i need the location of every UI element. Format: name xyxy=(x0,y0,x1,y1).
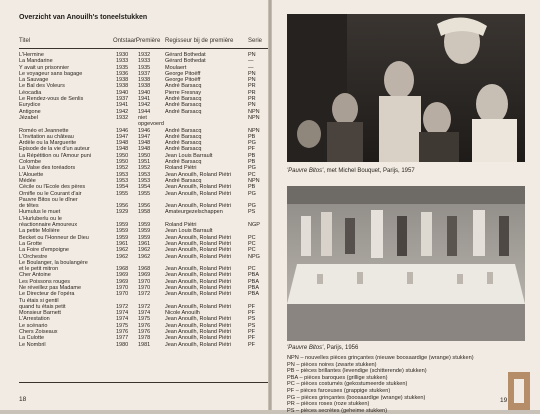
cell-ontstaan: 1969 xyxy=(116,272,129,279)
cell-serie: PS xyxy=(248,209,256,216)
cell-regisseur: André Barsacq xyxy=(165,83,202,90)
cell-title: Le Rendez-vous de Senlis xyxy=(19,96,84,103)
cell-premiere: 1942 xyxy=(138,102,151,109)
cell-ontstaan: 1930 xyxy=(116,52,129,58)
cell-premiere: 1944 xyxy=(138,108,151,115)
cell-premiere: 1958 xyxy=(138,209,151,216)
cell-title: Antigone xyxy=(19,108,41,115)
cell-ontstaan: 1932 xyxy=(116,114,129,121)
cell-regisseur: Jean Anouilh, Roland Piétri xyxy=(165,284,232,291)
column-header-serie: Serie xyxy=(248,38,263,44)
cell-premiere: 1937 xyxy=(138,70,151,77)
cell-ontstaan: 1950 xyxy=(116,152,129,159)
cell-serie: PBA xyxy=(248,284,260,291)
cell-serie: PC xyxy=(248,234,256,241)
cell-regisseur: André Barsacq xyxy=(165,108,202,115)
cell-title: Le Boulanger, la boulangère xyxy=(19,259,88,266)
cell-regisseur: Jean Louis Barrault xyxy=(165,152,213,159)
legend-entry: PR – pièces roses (roze stukken) xyxy=(287,401,370,408)
legend-entry: PN – pièces noires (zwarte stukken) xyxy=(287,361,377,368)
cell-regisseur: Roland Piétri xyxy=(165,165,197,172)
cell-serie: PN xyxy=(248,52,256,58)
cell-regisseur: Jean Anouilh, Roland Piétri xyxy=(165,203,232,210)
cell-title: La Valse des toréadors xyxy=(19,165,76,172)
cell-premiere: 1941 xyxy=(138,96,151,103)
cell-serie: PF xyxy=(248,329,256,336)
cell-serie: PC xyxy=(248,266,256,273)
page-number-left: 18 xyxy=(19,396,27,403)
cell-premiere: 1972 xyxy=(138,303,151,310)
caption-1-title: 'Pauvre Bitos' xyxy=(287,168,324,174)
cell-ontstaan: 1968 xyxy=(116,266,129,273)
cell-title: Cécile ou l'École des pères xyxy=(19,184,86,191)
cell-ontstaan: 1955 xyxy=(116,190,129,197)
cell-title: Pauvre Bitos ou le dîner xyxy=(19,196,78,203)
cell-serie: PC xyxy=(248,240,256,247)
cell-premiere: 1954 xyxy=(138,184,151,191)
cell-title: Léocadia xyxy=(19,89,42,96)
cell-ontstaan: 1952 xyxy=(116,165,129,172)
cell-ontstaan: 1970 xyxy=(116,284,129,291)
column-header-title: Titel xyxy=(19,38,31,44)
stage-photo-banquet xyxy=(287,186,525,341)
cell-title: et le petit mitron xyxy=(19,266,59,273)
cell-title: Y avait un prisonnier xyxy=(19,64,70,71)
cell-serie: PS xyxy=(248,316,256,323)
cell-ontstaan: 1961 xyxy=(116,240,129,247)
cell-ontstaan: 1936 xyxy=(116,70,129,77)
cell-ontstaan: 1947 xyxy=(116,133,129,140)
legend-entry: PBA – pièces baroques (grillige stukken) xyxy=(287,374,388,381)
cell-title: Chers Zoiseaux xyxy=(19,329,58,336)
cell-serie: PC xyxy=(248,171,256,178)
cell-regisseur: André Barsacq xyxy=(165,159,202,166)
cell-regisseur: Nicole Anouilh xyxy=(165,310,200,317)
cell-title: L'Arrestation xyxy=(19,316,50,323)
cell-regisseur: George Pitoëff xyxy=(165,77,201,84)
cell-regisseur: Jean Anouilh, Roland Piétri xyxy=(165,322,232,329)
cell-serie: PG xyxy=(248,203,256,210)
cell-ontstaan: 1976 xyxy=(116,329,129,336)
cell-serie: PG xyxy=(248,165,256,172)
cell-ontstaan: 1970 xyxy=(116,291,129,298)
cell-serie: PR xyxy=(248,83,256,90)
cell-regisseur: André Barsacq xyxy=(165,102,202,109)
cell-regisseur: André Barsacq xyxy=(165,177,202,184)
cell-regisseur: André Barsacq xyxy=(165,96,202,103)
cell-title: Eurydice xyxy=(19,102,41,109)
cell-title: Episode de la vie d'un auteur xyxy=(19,146,90,153)
stage-photo-bouquet xyxy=(287,14,525,162)
cell-premiere: 1962 xyxy=(138,247,151,254)
legend-entry: PC – pièces costumés (gekostumeerde stukken) xyxy=(287,381,408,388)
cell-regisseur: Jean Anouilh, Roland Piétri xyxy=(165,171,232,178)
cell-regisseur: André Barsacq xyxy=(165,127,202,134)
footer-rule xyxy=(19,382,268,383)
cell-ontstaan: 1969 xyxy=(116,278,129,285)
cell-ontstaan: 1937 xyxy=(116,96,129,103)
cell-serie: PN xyxy=(248,77,256,84)
cell-title: La Culotte xyxy=(19,335,45,342)
cell-premiere: 1972 xyxy=(138,291,151,298)
column-header-regisseur: Regisseur bij de première xyxy=(165,38,234,44)
cell-title: Tu étais si gentil xyxy=(19,297,59,304)
cell-serie: PBA xyxy=(248,278,260,285)
cell-regisseur: Jean Anouilh, Roland Piétri xyxy=(165,316,232,323)
cell-regisseur: George Pitoëff xyxy=(165,70,201,77)
cell-ontstaan: 1972 xyxy=(116,303,129,310)
cell-title: Jézabel xyxy=(19,114,38,121)
cell-serie: PF xyxy=(248,310,256,317)
cell-premiere: 1976 xyxy=(138,329,151,336)
cell-ontstaan: 1929 xyxy=(116,209,129,216)
cell-serie: PF xyxy=(248,303,256,310)
photo-caption-1 xyxy=(287,168,415,174)
corner-tab-mark xyxy=(508,372,530,410)
cell-serie: — xyxy=(248,58,254,65)
cell-regisseur: Jean Anouilh, Roland Piétri xyxy=(165,240,232,247)
cell-regisseur: Jean Anouilh, Roland Piétri xyxy=(165,266,232,273)
cell-ontstaan: 1956 xyxy=(116,203,129,210)
cell-title: La Répétition ou l'Amour puni xyxy=(19,152,91,159)
cell-ontstaan: 1941 xyxy=(116,102,129,109)
cell-regisseur: Jean Anouilh, Roland Piétri xyxy=(165,184,232,191)
cell-ontstaan: 1962 xyxy=(116,247,129,254)
cell-premiere: 1948 xyxy=(138,146,151,153)
cell-title: Le scénario xyxy=(19,322,48,329)
cell-premiere: 1959 xyxy=(138,222,151,229)
cell-premiere: 1935 xyxy=(138,64,151,71)
cell-title: La Sauvage xyxy=(19,77,49,84)
cell-regisseur: Jean Anouilh, Roland Piétri xyxy=(165,278,232,285)
cell-title: L'Alouette xyxy=(19,171,44,178)
cell-ontstaan: 1942 xyxy=(116,108,129,115)
cell-premiere: 1962 xyxy=(138,253,151,260)
cell-premiere: 1955 xyxy=(138,190,151,197)
cell-regisseur: Jean Anouilh, Roland Piétri xyxy=(165,335,232,342)
cell-regisseur: Jean Anouilh, Roland Piétri xyxy=(165,272,232,279)
series-legend xyxy=(287,355,525,414)
cell-regisseur: Jean Louis Barrault xyxy=(165,228,213,235)
cell-title: La petite Molière xyxy=(19,228,60,235)
cell-ontstaan: 1935 xyxy=(116,64,129,71)
cell-ontstaan: 1962 xyxy=(116,253,129,260)
cell-regisseur: André Barsacq xyxy=(165,140,202,147)
caption-2-text: , Parijs, 1956 xyxy=(323,345,359,351)
cell-premiere: 1974 xyxy=(138,310,151,317)
cell-premiere: 1938 xyxy=(138,77,151,84)
cell-title: La Grotte xyxy=(19,240,42,247)
cell-regisseur: Gérard Bothedat xyxy=(165,58,206,65)
cell-regisseur: Jean Anouilh, Roland Piétri xyxy=(165,329,232,336)
cell-ontstaan: 1959 xyxy=(116,222,129,229)
cell-title: quand tu étais petit xyxy=(19,303,66,310)
cell-premiere: 1959 xyxy=(138,234,151,241)
cell-serie: PR xyxy=(248,96,256,103)
table-row xyxy=(0,342,268,348)
cell-title: Monsieur Barnett xyxy=(19,310,61,317)
cell-title: Becket ou l'Honneur de Dieu xyxy=(19,234,89,241)
cell-premiere: 1932 xyxy=(138,52,151,58)
cell-serie: NPN xyxy=(248,108,260,115)
cell-premiere: 1947 xyxy=(138,133,151,140)
photo-caption-2 xyxy=(287,345,358,351)
cell-regisseur: Jean Anouilh, Roland Piétri xyxy=(165,341,232,348)
cell-serie: PN xyxy=(248,102,256,109)
cell-serie: — xyxy=(248,64,254,71)
cell-regisseur: Gérard Bothedat xyxy=(165,52,206,58)
cell-title: de têtes xyxy=(19,203,39,210)
cell-ontstaan: 1938 xyxy=(116,83,129,90)
cell-premiere: 1950 xyxy=(138,152,151,159)
cell-premiere: 1952 xyxy=(138,165,151,172)
cell-premiere: 1968 xyxy=(138,266,151,273)
header-rule xyxy=(19,48,268,49)
cell-ontstaan: 1953 xyxy=(116,177,129,184)
cell-serie: NPN xyxy=(248,114,260,121)
cell-regisseur: Jean Anouilh, Roland Piétri xyxy=(165,303,232,310)
cell-serie: PB xyxy=(248,152,256,159)
cell-premiere: 1953 xyxy=(138,177,151,184)
cell-ontstaan: 1959 xyxy=(116,234,129,241)
cell-ontstaan: 1977 xyxy=(116,335,129,342)
cell-title: Ornifle ou le Courant d'air xyxy=(19,190,82,197)
cell-premiere: 1940 xyxy=(138,89,151,96)
cell-serie: PF xyxy=(248,341,256,348)
legend-entry: PB – pièces brillantes (levendige (schitterende) stukken) xyxy=(287,368,427,375)
cell-premiere: 1951 xyxy=(138,159,151,166)
cell-title: La Mandarine xyxy=(19,58,53,65)
cell-regisseur: Jean Anouilh, Roland Piétri xyxy=(165,291,232,298)
cell-serie: PF xyxy=(248,146,256,153)
cell-serie: PB xyxy=(248,159,256,166)
cell-ontstaan: 1974 xyxy=(116,316,129,323)
cell-premiere: 1976 xyxy=(138,322,151,329)
caption-2-title: 'Pauvre Bitos' xyxy=(287,345,324,351)
cell-premiere: 1956 xyxy=(138,203,151,210)
cell-serie: PC xyxy=(248,247,256,254)
cell-ontstaan: 1974 xyxy=(116,310,129,317)
cell-ontstaan: 1940 xyxy=(116,89,129,96)
cell-ontstaan: 1954 xyxy=(116,184,129,191)
cell-regisseur: Jean Anouilh, Roland Piétri xyxy=(165,247,232,254)
cell-ontstaan: 1933 xyxy=(116,58,129,65)
cell-ontstaan: 1980 xyxy=(116,341,129,348)
cell-premiere: 1981 xyxy=(138,341,151,348)
cell-ontstaan: 1950 xyxy=(116,159,129,166)
page-title: Overzicht van Anouilh's toneelstukken xyxy=(19,14,148,21)
cell-premiere: 1933 xyxy=(138,58,151,65)
cell-title: Humulus le muet xyxy=(19,209,61,216)
cell-serie: PG xyxy=(248,140,256,147)
cell-serie: PG xyxy=(248,190,256,197)
legend-entry: PS – pièces secrètes (geheime stukken) xyxy=(287,407,388,414)
cell-regisseur: André Barsacq xyxy=(165,133,202,140)
cell-regisseur: Jean Anouilh, Roland Piétri xyxy=(165,190,232,197)
cell-regisseur: Pierre Fresnay xyxy=(165,89,202,96)
cell-ontstaan: 1975 xyxy=(116,322,129,329)
cell-ontstaan: 1938 xyxy=(116,77,129,84)
plays-table xyxy=(0,52,268,348)
cell-title: La Foire d'empoigne xyxy=(19,247,69,254)
column-header-premiere: Première xyxy=(136,38,161,44)
cell-premiere: 1978 xyxy=(138,335,151,342)
cell-title: Le Nombril xyxy=(19,341,46,348)
cell-title: Le voyageur sans bagage xyxy=(19,70,83,77)
cell-title: L'Hurluberlu ou le xyxy=(19,215,62,222)
cell-premiere: 1948 xyxy=(138,140,151,147)
cell-regisseur: Jean Anouilh, Roland Piétri xyxy=(165,253,232,260)
cell-serie: PBA xyxy=(248,272,260,279)
cell-ontstaan: 1953 xyxy=(116,171,129,178)
cell-premiere: 1969 xyxy=(138,272,151,279)
cell-title: Cher Antoine xyxy=(19,272,51,279)
cell-ontstaan: 1948 xyxy=(116,140,129,147)
cell-title: Colombe xyxy=(19,159,42,166)
legend-entry: PF – pièces farceuses (grappige stukken) xyxy=(287,387,391,394)
cell-premiere: opgevoerd xyxy=(138,121,164,128)
cell-premiere: 1953 xyxy=(138,171,151,178)
cell-serie: PR xyxy=(248,89,256,96)
cell-title: réactionnaire Amoureux xyxy=(19,222,78,229)
cell-premiere: 1970 xyxy=(138,278,151,285)
cell-regisseur: Jean Anouilh, Roland Piétri xyxy=(165,234,232,241)
cell-serie: PS xyxy=(248,322,256,329)
cell-title: Roméo et Jeannette xyxy=(19,127,69,134)
cell-premiere: 1970 xyxy=(138,284,151,291)
table-header xyxy=(0,38,268,48)
caption-1-text: , met Michel Bouquet, Parijs, 1957 xyxy=(323,168,415,174)
cell-serie: PBA xyxy=(248,291,260,298)
cell-title: Les Poissons rouges xyxy=(19,278,71,285)
legend-entry: PG – pièces grinçantes (boosaardige (wrange) stukken) xyxy=(287,394,426,401)
cell-title: Le Bal des Voleurs xyxy=(19,83,65,90)
column-header-ontstaan: Ontstaan xyxy=(113,38,138,44)
cell-ontstaan: 1946 xyxy=(116,127,129,134)
cell-regisseur: André Barsacq xyxy=(165,146,202,153)
cell-serie: PB xyxy=(248,184,256,191)
cell-regisseur: Amateurgezelschappen xyxy=(165,209,223,216)
cell-title: L'Invitation au château xyxy=(19,133,74,140)
cell-premiere: 1959 xyxy=(138,228,151,235)
cell-serie: NPN xyxy=(248,127,260,134)
cell-premiere: 1938 xyxy=(138,83,151,90)
cell-premiere: niet xyxy=(138,114,147,121)
cell-regisseur: Moulaert xyxy=(165,64,187,71)
cell-serie: PF xyxy=(248,335,256,342)
cell-title: Le Directeur de l'opéra xyxy=(19,291,75,298)
cell-premiere: 1946 xyxy=(138,127,151,134)
cell-regisseur: Roland Piétri xyxy=(165,222,197,229)
cell-title: Ardèle ou la Marguerite xyxy=(19,140,77,147)
cell-title: L'Hermine xyxy=(19,52,44,58)
page-number-right: 19 xyxy=(500,397,508,404)
cell-title: L'Orchestre xyxy=(19,253,48,260)
cell-premiere: 1961 xyxy=(138,240,151,247)
cell-serie: NGP xyxy=(248,222,260,229)
cell-title: Ne réveillez pas Madame xyxy=(19,284,82,291)
legend-entry: NPN – nouvelles pièces grinçantes (nieuwe boosaardige (wrange) stukken) xyxy=(287,355,474,361)
cell-serie: NPN xyxy=(248,177,260,184)
cell-title: Médée xyxy=(19,177,36,184)
cell-serie: PB xyxy=(248,133,256,140)
cell-ontstaan: 1959 xyxy=(116,228,129,235)
left-page xyxy=(0,0,268,410)
cell-ontstaan: 1948 xyxy=(116,146,129,153)
cell-serie: PN xyxy=(248,70,256,77)
cell-serie: NPG xyxy=(248,253,260,260)
cell-premiere: 1975 xyxy=(138,316,151,323)
